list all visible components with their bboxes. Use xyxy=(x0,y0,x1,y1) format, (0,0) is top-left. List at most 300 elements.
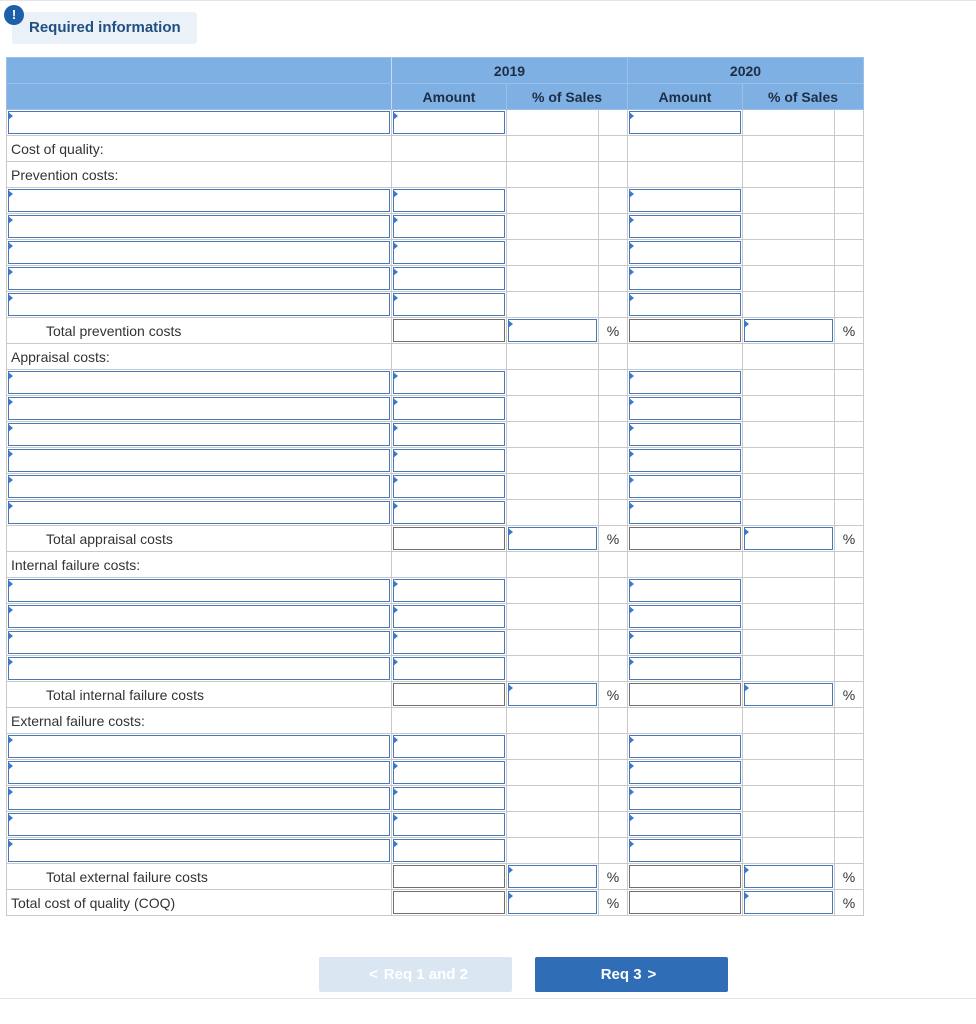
total-prevention-row-label: Total prevention costs xyxy=(7,318,392,344)
cost-item-input[interactable] xyxy=(8,605,390,628)
pct-2019-empty xyxy=(507,110,599,136)
dropdown-marker-icon xyxy=(629,450,634,458)
dropdown-marker-icon xyxy=(629,606,634,614)
amount-2019-input[interactable] xyxy=(393,787,505,810)
empty-cell xyxy=(743,344,835,370)
dropdown-marker-icon xyxy=(8,606,13,614)
amount-2020-input-cell xyxy=(628,214,743,240)
cost-item-input-cell xyxy=(7,838,392,864)
dropdown-marker-icon xyxy=(8,424,13,432)
pct-2020-sym-empty xyxy=(835,214,864,240)
amount-2020-input[interactable] xyxy=(629,267,741,290)
cost-item-input[interactable] xyxy=(8,501,390,524)
dropdown-marker-icon xyxy=(8,294,13,302)
percent-symbol: % xyxy=(599,526,628,552)
dropdown-marker-icon xyxy=(393,476,398,484)
total-coq-row xyxy=(7,890,864,916)
cost-input-row xyxy=(7,604,864,630)
cost-item-input[interactable] xyxy=(8,267,390,290)
pct-2019-empty xyxy=(507,214,599,240)
empty-cell xyxy=(743,708,835,734)
percent-symbol: % xyxy=(599,318,628,344)
dropdown-marker-icon xyxy=(8,580,13,588)
total-amount-2019-input[interactable] xyxy=(393,527,505,550)
dropdown-marker-icon xyxy=(629,398,634,406)
total-amount-2019-input-cell xyxy=(392,890,507,916)
cost-item-input[interactable] xyxy=(8,241,390,264)
dropdown-marker-icon xyxy=(8,398,13,406)
dropdown-marker-icon xyxy=(8,736,13,744)
dropdown-marker-icon xyxy=(744,684,749,692)
pct-2020-empty xyxy=(743,396,835,422)
total-amount-2020-input[interactable] xyxy=(629,683,741,706)
amount-2020-input[interactable] xyxy=(629,111,741,134)
label-internal-failure-costs-row xyxy=(7,552,864,578)
pct-2019-sym-empty xyxy=(599,812,628,838)
total-amount-2020-input[interactable] xyxy=(629,891,741,914)
dropdown-marker-icon xyxy=(8,216,13,224)
total-appraisal-row xyxy=(7,526,864,552)
header-row-columns xyxy=(7,84,864,110)
alert-icon: ! xyxy=(4,5,24,25)
amount-2019-input-cell xyxy=(392,292,507,318)
pct-2020-empty xyxy=(743,786,835,812)
cost-input-row xyxy=(7,240,864,266)
chevron-left-icon: < xyxy=(369,966,378,983)
pct-2019-sym-empty xyxy=(599,214,628,240)
amount-2020-input[interactable] xyxy=(629,657,741,680)
amount-2020-input[interactable] xyxy=(629,371,741,394)
empty-cell xyxy=(743,136,835,162)
pct-2020-sym-empty xyxy=(835,292,864,318)
amount-2020-input-cell xyxy=(628,110,743,136)
cost-input-row xyxy=(7,760,864,786)
amount-2019-input[interactable] xyxy=(393,813,505,836)
amount-2019-input-cell xyxy=(392,630,507,656)
percent-symbol: % xyxy=(835,526,864,552)
pct-2020-sym-empty xyxy=(835,630,864,656)
header-row-years xyxy=(7,58,864,84)
cost-input-row xyxy=(7,630,864,656)
empty-cell xyxy=(743,162,835,188)
label-external-failure-costs-row xyxy=(7,708,864,734)
pct-2019-empty xyxy=(507,630,599,656)
pct-2020-sym-empty xyxy=(835,838,864,864)
dropdown-marker-icon xyxy=(393,450,398,458)
total-pct-2019-input[interactable] xyxy=(508,865,597,888)
total-pct-2020-input-cell xyxy=(743,682,835,708)
amount-2020-input[interactable] xyxy=(629,475,741,498)
empty-cell xyxy=(507,344,599,370)
dropdown-marker-icon xyxy=(629,658,634,666)
cost-item-input[interactable] xyxy=(8,397,390,420)
cost-item-input[interactable] xyxy=(8,189,390,212)
amount-2019-input-cell xyxy=(392,812,507,838)
amount-2019-input[interactable] xyxy=(393,423,505,446)
cost-input-row xyxy=(7,838,864,864)
cost-item-input-cell xyxy=(7,760,392,786)
dropdown-marker-icon xyxy=(508,892,513,900)
pct-2020-sym-empty xyxy=(835,448,864,474)
total-pct-2020-input[interactable] xyxy=(744,527,833,550)
total-pct-2019-input[interactable] xyxy=(508,891,597,914)
dropdown-marker-icon xyxy=(393,736,398,744)
cost-input-row xyxy=(7,188,864,214)
dropdown-marker-icon xyxy=(393,580,398,588)
cost-input-row xyxy=(7,266,864,292)
amount-2019-input-cell xyxy=(392,838,507,864)
dropdown-marker-icon xyxy=(629,736,634,744)
dropdown-marker-icon xyxy=(393,632,398,640)
cost-input-row xyxy=(7,422,864,448)
pct-2020-empty xyxy=(743,214,835,240)
amount-2020-input[interactable] xyxy=(629,423,741,446)
cost-item-input-cell xyxy=(7,474,392,500)
total-pct-2019-input[interactable] xyxy=(508,527,597,550)
amount-2019-input[interactable] xyxy=(393,215,505,238)
total-pct-2019-input-cell xyxy=(507,318,599,344)
pct-2019-sym-empty xyxy=(599,266,628,292)
total-amount-2019-input[interactable] xyxy=(393,891,505,914)
next-req-button[interactable] xyxy=(535,957,728,992)
cost-item-input[interactable] xyxy=(8,579,390,602)
pct-2020-sym-empty xyxy=(835,474,864,500)
amount-2019-input-cell xyxy=(392,448,507,474)
amount-2019-input-cell xyxy=(392,474,507,500)
pct-2020-empty xyxy=(743,422,835,448)
amount-2019-input[interactable] xyxy=(393,371,505,394)
dropdown-marker-icon xyxy=(629,632,634,640)
label-cost-of-quality: Cost of quality: xyxy=(7,136,392,162)
header-pct-2019: % of Sales xyxy=(507,84,628,110)
amount-2019-input[interactable] xyxy=(393,839,505,862)
total-pct-2019-input[interactable] xyxy=(508,683,597,706)
pct-2019-sym-empty xyxy=(599,110,628,136)
total-internal-failure-row-label: Total internal failure costs xyxy=(7,682,392,708)
total-amount-2020-input[interactable] xyxy=(629,319,741,342)
amount-2019-input-cell xyxy=(392,266,507,292)
dropdown-marker-icon xyxy=(508,684,513,692)
amount-2019-input-cell xyxy=(392,370,507,396)
header-blank xyxy=(7,58,392,84)
dropdown-marker-icon xyxy=(629,502,634,510)
cost-input-row xyxy=(7,396,864,422)
empty-cell xyxy=(599,708,628,734)
empty-cell xyxy=(392,136,507,162)
empty-cell xyxy=(507,708,599,734)
amount-2020-input[interactable] xyxy=(629,631,741,654)
pct-2019-empty xyxy=(507,474,599,500)
total-pct-2020-input-cell xyxy=(743,864,835,890)
amount-2019-input[interactable] xyxy=(393,631,505,654)
chevron-right-icon: > xyxy=(647,966,657,983)
amount-2019-input-cell xyxy=(392,240,507,266)
amount-2020-input-cell xyxy=(628,812,743,838)
amount-2019-input[interactable] xyxy=(393,657,505,680)
label-cost-of-quality-row xyxy=(7,136,864,162)
amount-2019-input[interactable] xyxy=(393,761,505,784)
amount-2019-input[interactable] xyxy=(393,189,505,212)
total-amount-2020-input[interactable] xyxy=(629,865,741,888)
total-amount-2020-input-cell xyxy=(628,864,743,890)
amount-2020-input-cell xyxy=(628,656,743,682)
pct-2020-empty xyxy=(743,474,835,500)
pct-2020-empty xyxy=(743,630,835,656)
pct-2019-empty xyxy=(507,266,599,292)
dropdown-marker-icon xyxy=(8,190,13,198)
cost-item-input-cell xyxy=(7,500,392,526)
dropdown-marker-icon xyxy=(393,372,398,380)
total-pct-2020-input-cell xyxy=(743,318,835,344)
pct-2019-empty xyxy=(507,188,599,214)
dropdown-marker-icon xyxy=(393,606,398,614)
empty-cell xyxy=(835,552,864,578)
empty-cell xyxy=(599,344,628,370)
pct-2019-empty xyxy=(507,786,599,812)
amount-2020-input-cell xyxy=(628,474,743,500)
cost-item-input-cell xyxy=(7,292,392,318)
header-pct-2020: % of Sales xyxy=(743,84,864,110)
pct-2019-sym-empty xyxy=(599,396,628,422)
amount-2020-input[interactable] xyxy=(629,761,741,784)
empty-cell xyxy=(835,162,864,188)
pct-2020-empty xyxy=(743,188,835,214)
pct-2019-sym-empty xyxy=(599,370,628,396)
total-pct-2020-input-cell xyxy=(743,526,835,552)
label-internal-failure-costs: Internal failure costs: xyxy=(7,552,392,578)
amount-2019-input[interactable] xyxy=(393,501,505,524)
percent-symbol: % xyxy=(835,864,864,890)
total-pct-2019-input[interactable] xyxy=(508,319,597,342)
cost-item-input[interactable] xyxy=(8,839,390,862)
amount-2020-input[interactable] xyxy=(629,579,741,602)
pct-2020-sym-empty xyxy=(835,656,864,682)
dropdown-marker-icon xyxy=(393,190,398,198)
empty-cell xyxy=(507,162,599,188)
dropdown-marker-icon xyxy=(393,294,398,302)
amount-2019-input[interactable] xyxy=(393,111,505,134)
percent-symbol: % xyxy=(599,890,628,916)
dropdown-marker-icon xyxy=(8,840,13,848)
amount-2019-input[interactable] xyxy=(393,397,505,420)
required-info-label: Required information xyxy=(29,19,181,36)
percent-symbol: % xyxy=(835,890,864,916)
cost-item-input[interactable] xyxy=(8,657,390,680)
cost-item-input[interactable] xyxy=(8,215,390,238)
cost-item-input-cell xyxy=(7,396,392,422)
dropdown-marker-icon xyxy=(629,762,634,770)
dropdown-marker-icon xyxy=(744,320,749,328)
pct-2020-sym-empty xyxy=(835,500,864,526)
cost-item-input-cell xyxy=(7,240,392,266)
pct-2020-empty xyxy=(743,292,835,318)
pct-2019-sym-empty xyxy=(599,734,628,760)
cost-item-input[interactable] xyxy=(8,631,390,654)
dropdown-marker-icon xyxy=(8,372,13,380)
amount-2019-input[interactable] xyxy=(393,735,505,758)
total-amount-2020-input[interactable] xyxy=(629,527,741,550)
total-pct-2019-input-cell xyxy=(507,890,599,916)
cost-input-row xyxy=(7,370,864,396)
dropdown-marker-icon xyxy=(629,476,634,484)
total-amount-2019-input[interactable] xyxy=(393,865,505,888)
pct-2020-sym-empty xyxy=(835,188,864,214)
total-amount-2019-input-cell xyxy=(392,318,507,344)
dropdown-marker-icon xyxy=(744,866,749,874)
top-divider xyxy=(0,0,976,1)
cost-item-input[interactable] xyxy=(8,813,390,836)
total-pct-2020-input[interactable] xyxy=(744,683,833,706)
empty-cell xyxy=(507,552,599,578)
prev-req-button[interactable] xyxy=(319,957,512,992)
pct-2020-empty xyxy=(743,578,835,604)
cost-item-input-cell xyxy=(7,656,392,682)
amount-2019-input[interactable] xyxy=(393,267,505,290)
cost-item-input[interactable] xyxy=(8,371,390,394)
amount-2020-input-cell xyxy=(628,240,743,266)
total-pct-2020-input[interactable] xyxy=(744,891,833,914)
total-amount-2019-input[interactable] xyxy=(393,683,505,706)
amount-2020-input-cell xyxy=(628,188,743,214)
pct-2019-empty xyxy=(507,292,599,318)
empty-cell xyxy=(392,344,507,370)
total-amount-2019-input-cell xyxy=(392,682,507,708)
amount-2020-input-cell xyxy=(628,734,743,760)
cost-item-input[interactable] xyxy=(8,761,390,784)
empty-cell xyxy=(392,162,507,188)
pct-2019-sym-empty xyxy=(599,630,628,656)
pct-2020-empty xyxy=(743,604,835,630)
pct-2019-empty xyxy=(507,422,599,448)
pct-2020-empty xyxy=(743,734,835,760)
cost-item-input[interactable] xyxy=(8,735,390,758)
amount-2020-input-cell xyxy=(628,396,743,422)
total-amount-2020-input-cell xyxy=(628,682,743,708)
cost-item-input[interactable] xyxy=(8,111,390,134)
amount-2019-input-cell xyxy=(392,214,507,240)
amount-2020-input[interactable] xyxy=(629,605,741,628)
pct-2020-empty xyxy=(743,370,835,396)
empty-cell xyxy=(507,136,599,162)
empty-cell xyxy=(628,344,743,370)
amount-2019-input[interactable] xyxy=(393,605,505,628)
amount-2019-input[interactable] xyxy=(393,475,505,498)
cost-input-row xyxy=(7,110,864,136)
header-blank xyxy=(7,84,392,110)
amount-2020-input[interactable] xyxy=(629,241,741,264)
dropdown-marker-icon xyxy=(629,190,634,198)
amount-2020-input[interactable] xyxy=(629,293,741,316)
amount-2019-input-cell xyxy=(392,110,507,136)
dropdown-marker-icon xyxy=(393,242,398,250)
amount-2019-input-cell xyxy=(392,760,507,786)
amount-2020-input-cell xyxy=(628,786,743,812)
pct-2020-empty xyxy=(743,110,835,136)
cost-input-row xyxy=(7,734,864,760)
label-prevention-costs: Prevention costs: xyxy=(7,162,392,188)
pct-2020-sym-empty xyxy=(835,734,864,760)
dropdown-marker-icon xyxy=(393,112,398,120)
amount-2020-input[interactable] xyxy=(629,787,741,810)
amount-2019-input[interactable] xyxy=(393,579,505,602)
pct-2019-sym-empty xyxy=(599,578,628,604)
cost-item-input[interactable] xyxy=(8,475,390,498)
total-external-failure-row xyxy=(7,864,864,890)
pct-2019-sym-empty xyxy=(599,422,628,448)
amount-2020-input[interactable] xyxy=(629,501,741,524)
cost-item-input[interactable] xyxy=(8,787,390,810)
percent-symbol: % xyxy=(599,864,628,890)
cost-item-input-cell xyxy=(7,786,392,812)
amount-2019-input[interactable] xyxy=(393,293,505,316)
dropdown-marker-icon xyxy=(393,268,398,276)
cost-item-input[interactable] xyxy=(8,449,390,472)
cost-input-row xyxy=(7,474,864,500)
cost-item-input[interactable] xyxy=(8,423,390,446)
cost-item-input[interactable] xyxy=(8,293,390,316)
amount-2020-input-cell xyxy=(628,422,743,448)
pct-2019-empty xyxy=(507,734,599,760)
amount-2019-input-cell xyxy=(392,734,507,760)
pct-2020-sym-empty xyxy=(835,604,864,630)
dropdown-marker-icon xyxy=(8,814,13,822)
header-year-2019: 2019 xyxy=(392,58,628,84)
dropdown-marker-icon xyxy=(393,788,398,796)
amount-2020-input[interactable] xyxy=(629,839,741,862)
pct-2019-empty xyxy=(507,240,599,266)
total-pct-2020-input[interactable] xyxy=(744,319,833,342)
amount-2020-input[interactable] xyxy=(629,397,741,420)
amount-2019-input[interactable] xyxy=(393,241,505,264)
amount-2019-input[interactable] xyxy=(393,449,505,472)
dropdown-marker-icon xyxy=(393,216,398,224)
empty-cell xyxy=(599,552,628,578)
amount-2020-input[interactable] xyxy=(629,189,741,212)
total-amount-2020-input-cell xyxy=(628,890,743,916)
empty-cell xyxy=(599,162,628,188)
dropdown-marker-icon xyxy=(393,814,398,822)
percent-symbol: % xyxy=(599,682,628,708)
pct-2019-sym-empty xyxy=(599,292,628,318)
amount-2019-input-cell xyxy=(392,188,507,214)
empty-cell xyxy=(835,344,864,370)
label-appraisal-costs: Appraisal costs: xyxy=(7,344,392,370)
dropdown-marker-icon xyxy=(393,658,398,666)
cost-input-row xyxy=(7,786,864,812)
amount-2020-input[interactable] xyxy=(629,449,741,472)
amount-2020-input-cell xyxy=(628,838,743,864)
label-appraisal-costs-row xyxy=(7,344,864,370)
pct-2019-sym-empty xyxy=(599,240,628,266)
pct-2020-empty xyxy=(743,266,835,292)
amount-2020-input[interactable] xyxy=(629,735,741,758)
pct-2019-empty xyxy=(507,656,599,682)
cost-item-input-cell xyxy=(7,448,392,474)
dropdown-marker-icon xyxy=(8,502,13,510)
amount-2019-input-cell xyxy=(392,604,507,630)
pct-2020-empty xyxy=(743,812,835,838)
total-pct-2019-input-cell xyxy=(507,682,599,708)
pct-2019-empty xyxy=(507,448,599,474)
amount-2020-input[interactable] xyxy=(629,813,741,836)
pct-2020-empty xyxy=(743,760,835,786)
dropdown-marker-icon xyxy=(629,294,634,302)
amount-2020-input[interactable] xyxy=(629,215,741,238)
dropdown-marker-icon xyxy=(8,632,13,640)
total-pct-2020-input[interactable] xyxy=(744,865,833,888)
pct-2019-sym-empty xyxy=(599,188,628,214)
total-amount-2019-input[interactable] xyxy=(393,319,505,342)
